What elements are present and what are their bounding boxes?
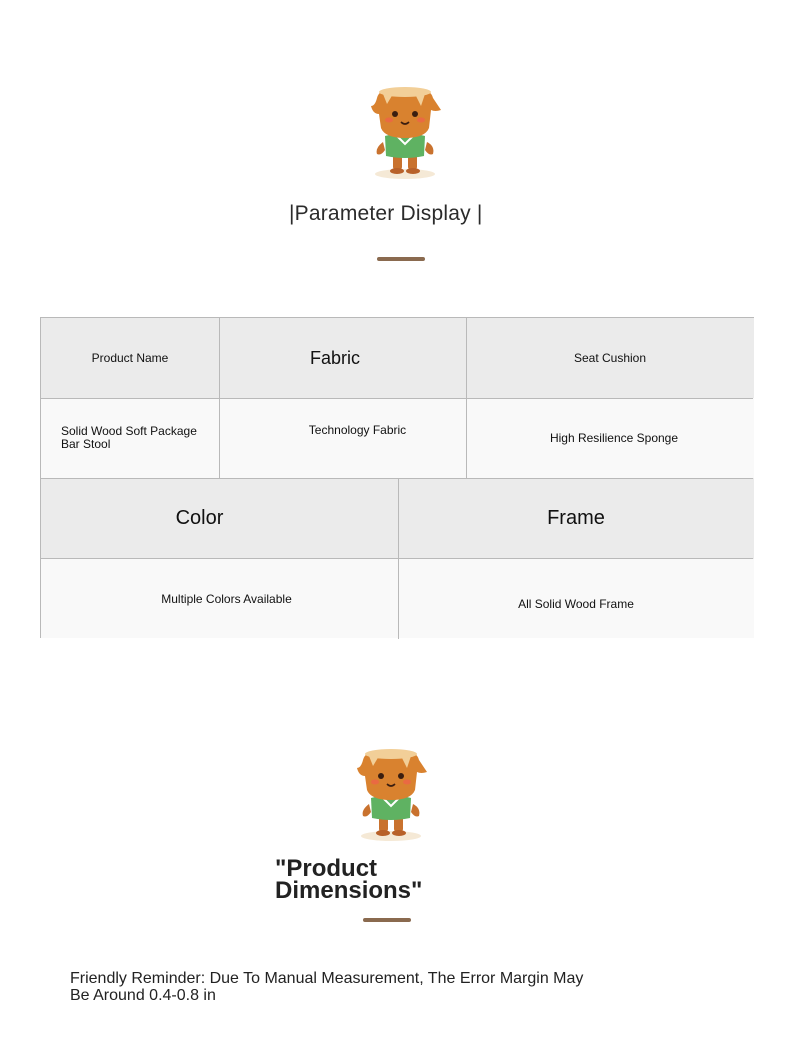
fabric-value: Technology Fabric	[308, 423, 407, 437]
color-value-cell	[41, 559, 398, 638]
frame-header-cell	[398, 478, 754, 559]
color-label: Color	[175, 507, 224, 529]
dimensions-title-underline	[363, 918, 411, 922]
seat-cushion-value-cell	[466, 398, 754, 478]
frame-value-cell	[398, 559, 754, 638]
product-name-value: Solid Wood Soft Package Bar Stool	[61, 424, 197, 451]
product-name-header-cell	[41, 318, 219, 398]
fabric-label: Fabric	[310, 347, 361, 368]
table-divider	[41, 398, 753, 399]
seat-cushion-header-cell	[466, 318, 754, 398]
wood-stump-mascot-icon	[369, 84, 441, 180]
mascot-graphic	[355, 746, 427, 842]
measurement-reminder: Friendly Reminder: Due To Manual Measurement, The Error Margin May Be Around 0.4-0.8 in	[70, 970, 584, 1004]
parameter-display-title: |Parameter Display |	[289, 202, 483, 225]
frame-value: All Solid Wood Frame	[518, 596, 634, 611]
seat-cushion-value: High Resilience Sponge	[549, 431, 679, 445]
table-divider	[41, 558, 753, 559]
table-divider	[41, 478, 753, 479]
mascot-graphic	[369, 84, 441, 180]
product-dimensions-title: "Product Dimensions"	[275, 855, 423, 904]
frame-label: Frame	[547, 507, 605, 529]
parameter-title-underline	[377, 257, 425, 261]
table-divider	[398, 478, 399, 639]
parameter-table	[40, 317, 754, 638]
fabric-value-cell	[219, 398, 466, 478]
table-divider	[219, 318, 220, 478]
table-divider	[466, 318, 467, 478]
color-header-cell	[41, 478, 398, 559]
seat-cushion-label: Seat Cushion	[573, 351, 647, 365]
fabric-header-cell	[219, 318, 466, 398]
color-value: Multiple Colors Available	[161, 591, 292, 606]
product-name-label: Product Name	[91, 351, 169, 365]
product-name-value-cell	[41, 398, 219, 478]
wood-stump-mascot-icon	[355, 746, 427, 842]
